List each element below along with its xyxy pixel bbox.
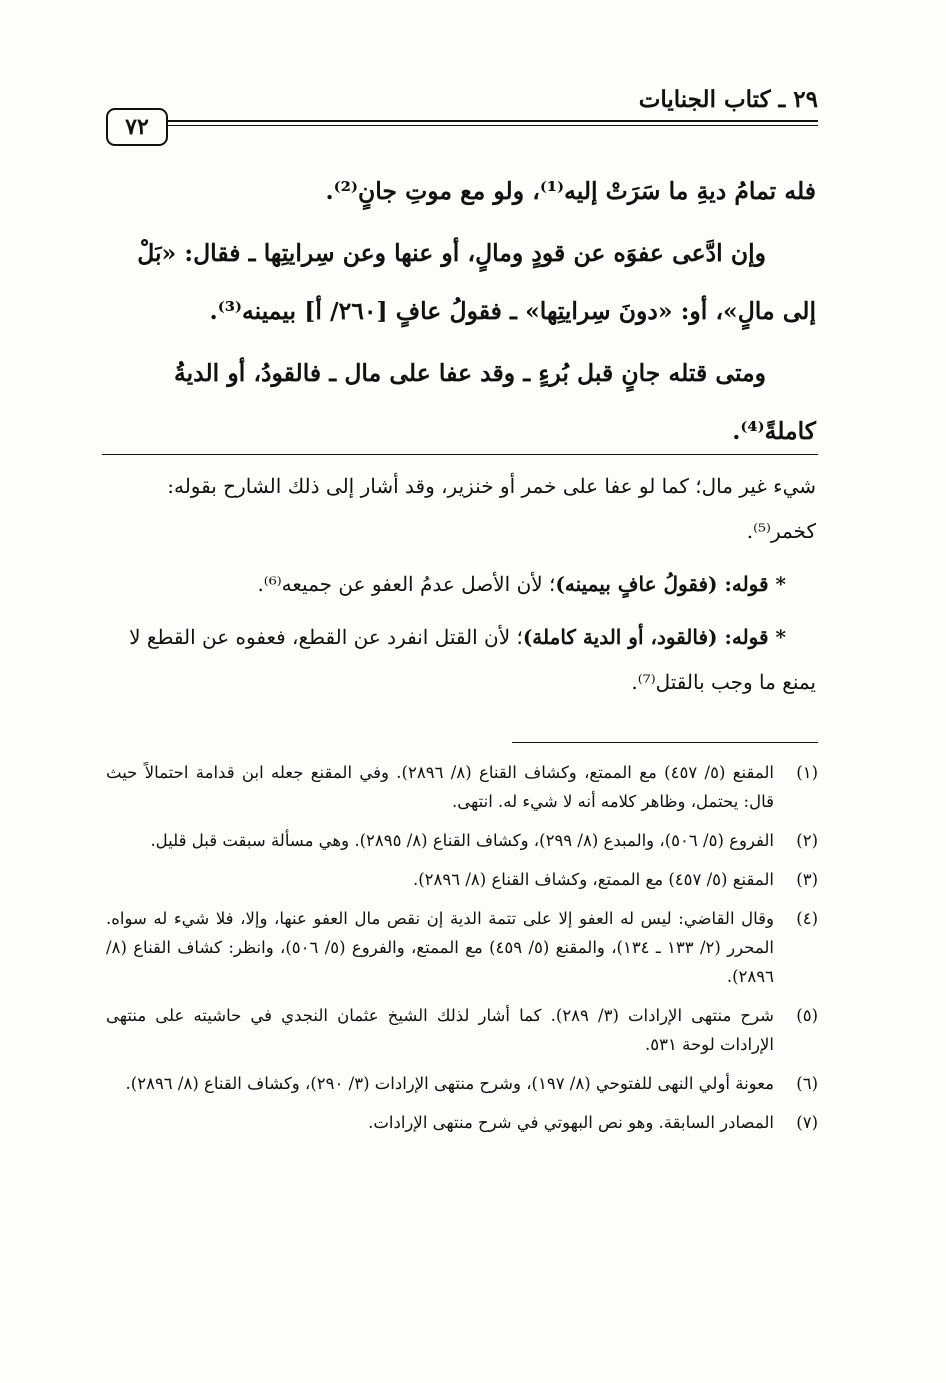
- footnote-divider: [512, 742, 818, 743]
- footnote-text: شرح منتهى الإرادات (٣/ ٢٨٩). كما أشار لذلك الشيخ عثمان النجدي في حاشيته على منتهى الإرادات لوحة ٥٣١.: [106, 1006, 775, 1054]
- header-rule: [168, 120, 818, 122]
- footnote: [106, 758, 818, 816]
- footnote-text: وقال القاضي: ليس له العفو إلا على تتمة الدية إن نقص مال العفو عنها، وإلا، فلا شيء له سواه. المحرر (٢/ ١٣٣ ـ ١٣٤)، والمقنع (٥/ ٤٥٩) مع الممتع، والفروع (٥/ ٥٠٦)، وانظر: كشاف القناع (٨/ ٢٨٩٦).: [106, 909, 775, 986]
- matn-paragraph: ومتى قتله جانٍ قبل بُرءٍ ـ وقد عفا على مال ـ فالقودُ، أو الديةُ كاملةً⁽⁴⁾.: [174, 359, 816, 445]
- matn-divider: [102, 454, 818, 455]
- footnote: [106, 1001, 818, 1059]
- header-rule-thin: [168, 125, 818, 126]
- quote-lead: * قوله: (فالقود، أو الدية كاملة): [522, 625, 786, 649]
- commentary-text-run: ؛ لأن الأصل عدمُ العفو عن جميعه⁽⁶⁾.: [257, 572, 556, 596]
- running-title: ٢٩ ـ كتاب الجنايات: [638, 86, 818, 113]
- footnote: [106, 826, 818, 855]
- footnote-number: (٥): [796, 1006, 818, 1025]
- footnote: [106, 904, 818, 991]
- footnote-number: (٤): [796, 909, 818, 928]
- footnote: [106, 1108, 818, 1137]
- commentary-paragraph: [106, 562, 816, 607]
- footnote-text: معونة أولي النهى للفتوحي (٨/ ١٩٧)، وشرح منتهى الإرادات (٣/ ٢٩٠)، وكشاف القناع (٨/ ٢٨٩٦).: [125, 1074, 774, 1093]
- footnote: [106, 1069, 818, 1098]
- footnote-text: المقنع (٥/ ٤٥٧) مع الممتع، وكشاف القناع (٨/ ٢٨٩٦).: [412, 870, 774, 889]
- matn-paragraph: وإن ادَّعى عفوَه عن قودٍ ومالٍ، أو عنها وعن سِرايتِها ـ فقال: «بَلْ إلى مالٍ»، أو: «دونَ سِرايتِها» ـ فقولُ عافٍ [٢٦٠/ أ] بيمينه⁽³⁾.: [137, 239, 816, 325]
- footnote-number: (٣): [796, 870, 818, 889]
- matn-text: [106, 162, 816, 464]
- footnote-number: (١): [796, 763, 818, 782]
- page-number: ٧٢: [106, 108, 168, 146]
- commentary-text: [106, 464, 816, 713]
- commentary-paragraph: شيء غير مال؛ كما لو عفا على خمر أو خنزير، وقد أشار إلى ذلك الشارح بقوله: كخمر⁽⁵⁾.: [167, 474, 816, 543]
- footnote-number: (٦): [796, 1074, 818, 1093]
- footnote-text: المقنع (٥/ ٤٥٧) مع الممتع، وكشاف القناع (٨/ ٢٨٩٦). وفي المقنع جعله ابن قدامة احتمالاً حيث قال: يحتمل، وظاهر كلامه أنه لا شيء له. انتهى.: [106, 763, 774, 811]
- footnote-text: المصادر السابقة. وهو نص البهوتي في شرح منتهى الإرادات.: [368, 1113, 774, 1132]
- quote-lead: * قوله: (فقولُ عافٍ بيمينه): [555, 572, 786, 596]
- footnote: [106, 865, 818, 894]
- footnote-text: الفروع (٥/ ٥٠٦)، والمبدع (٨/ ٢٩٩)، وكشاف القناع (٨/ ٢٨٩٥). وهي مسألة سبقت قبل قليل.: [150, 831, 774, 850]
- footnotes: [106, 758, 818, 1147]
- footnote-number: (٧): [796, 1113, 818, 1132]
- commentary-paragraph: [106, 615, 816, 705]
- commentary-text-run: ؛ لأن القتل انفرد عن القطع، فعفوه عن القطع لا يمنع ما وجب بالقتل⁽⁷⁾.: [129, 625, 816, 694]
- footnote-number: (٢): [796, 831, 818, 850]
- matn-paragraph: فله تمامُ ديةِ ما سَرَتْ إليه⁽¹⁾، ولو مع موتِ جانٍ⁽²⁾.: [325, 177, 816, 205]
- page-header: [106, 86, 818, 146]
